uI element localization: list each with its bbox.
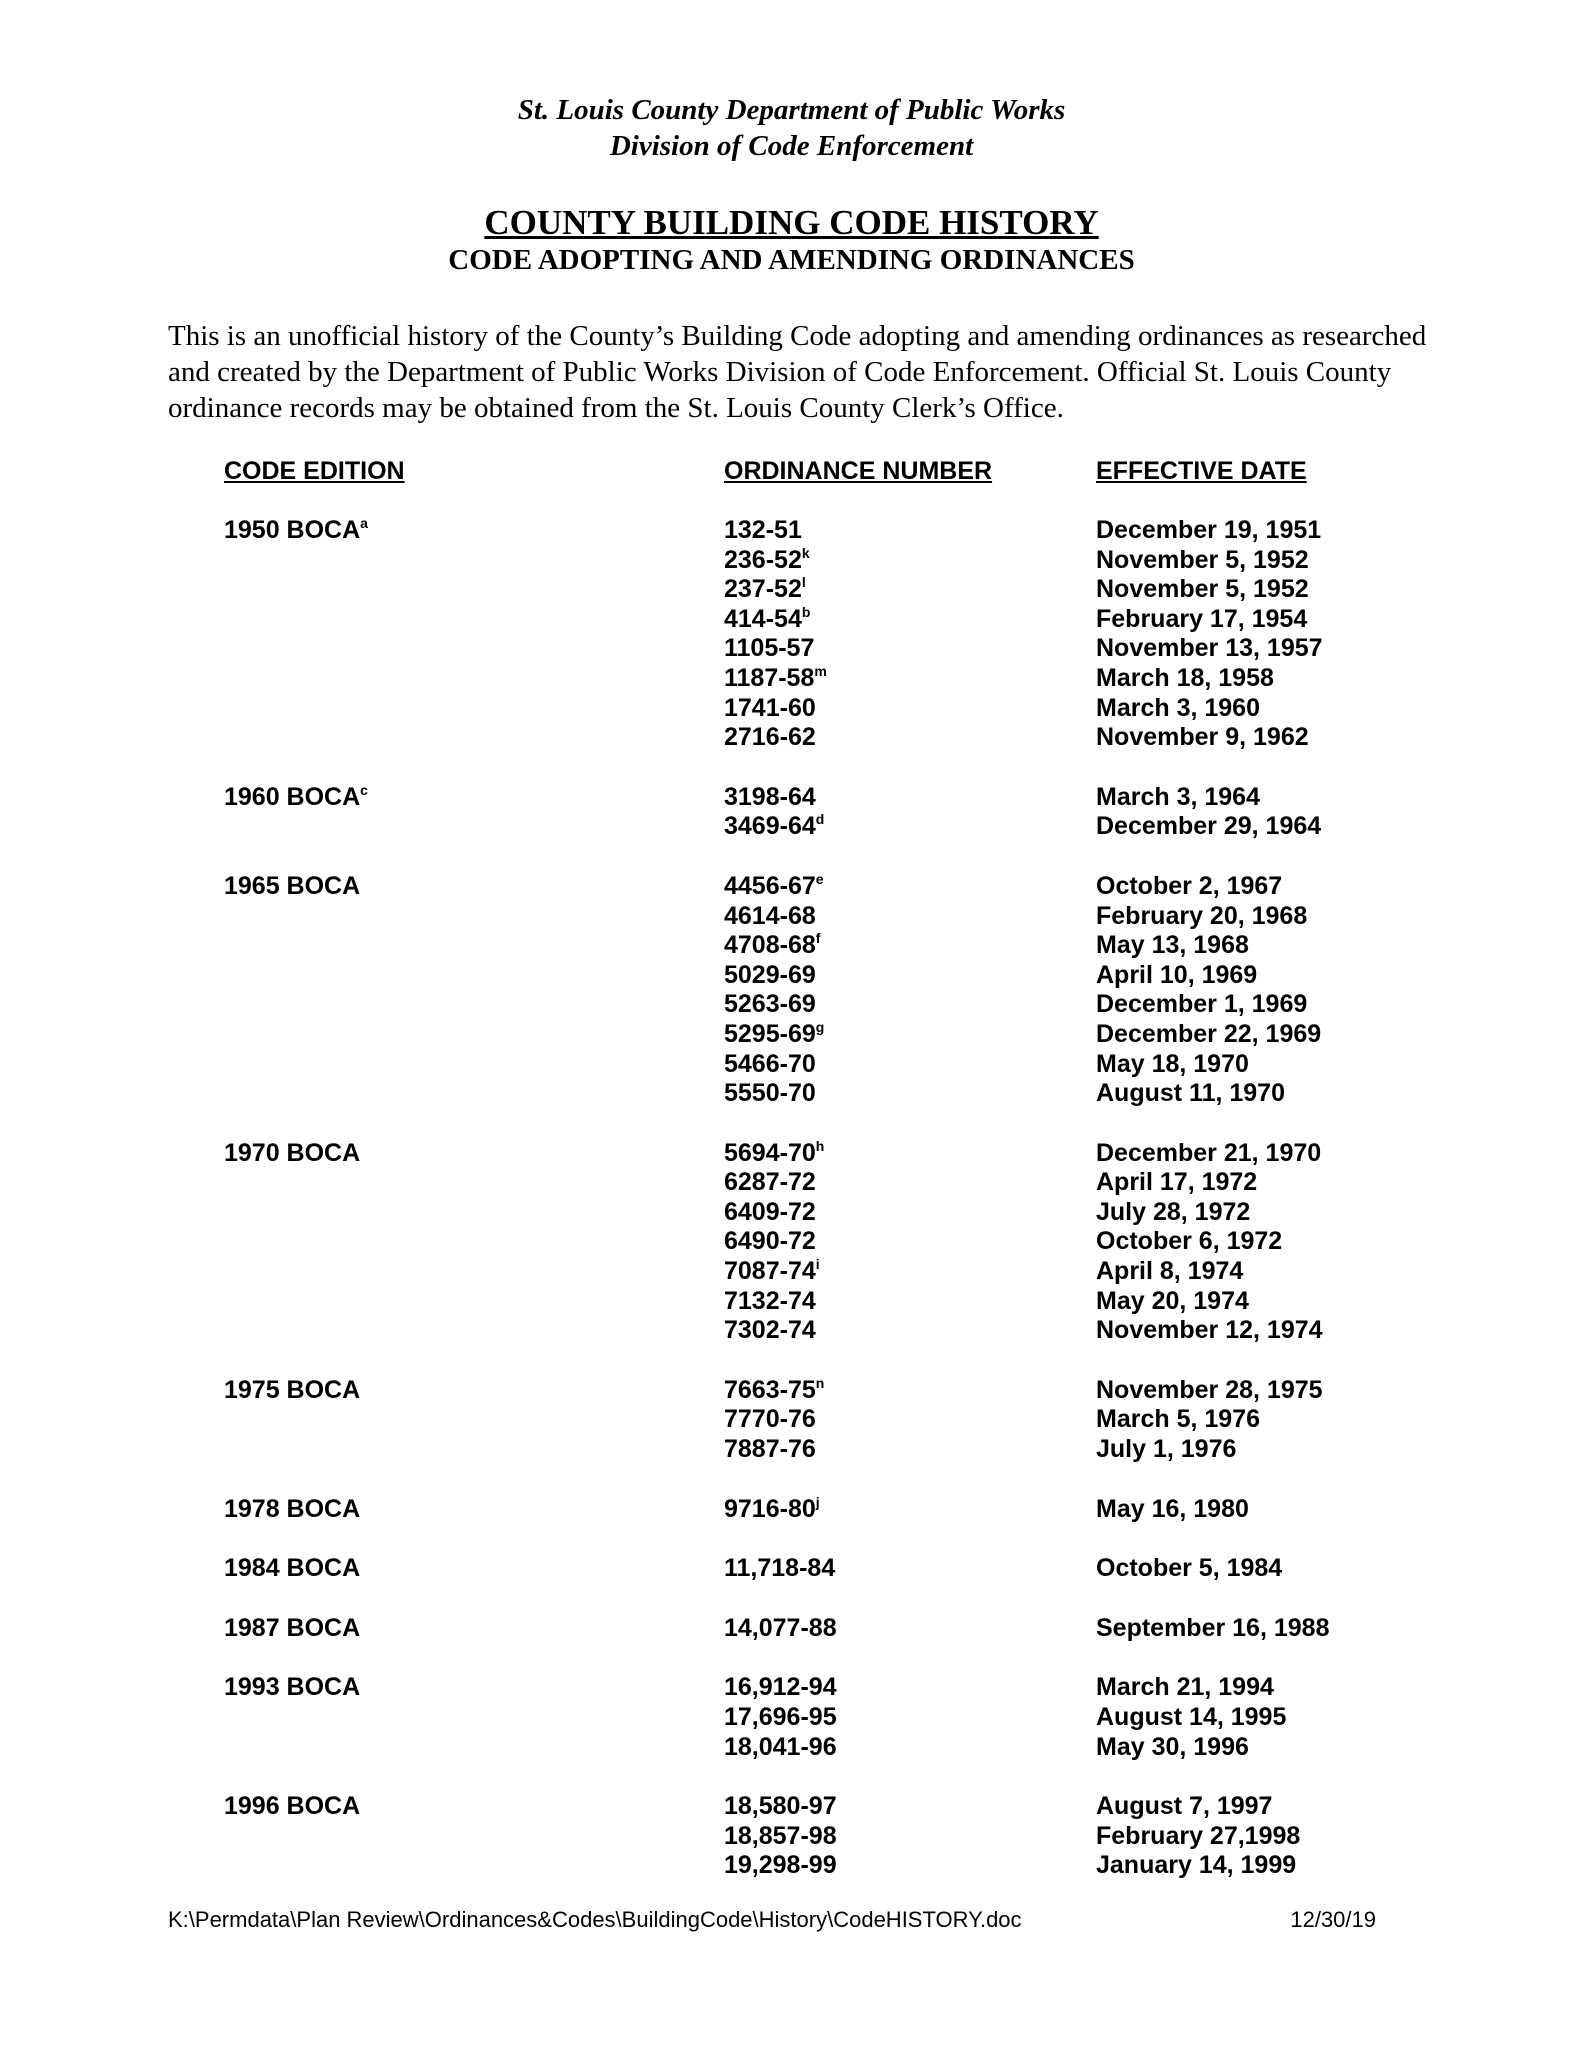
effective-date: August 11, 1970 — [1096, 1079, 1285, 1108]
ordinance-number-label: 4708-68 — [724, 931, 816, 960]
ordinance-number-label: 6490-72 — [724, 1227, 816, 1256]
ordinance-number-label: 7087-74 — [724, 1257, 816, 1286]
ordinance-number — [724, 575, 806, 605]
ordinance-number-label: 7887-76 — [724, 1435, 816, 1464]
ordinance-number-label: 236-52 — [724, 545, 802, 574]
effective-date: January 14, 1999 — [1096, 1851, 1297, 1880]
effective-date: May 20, 1974 — [1096, 1286, 1249, 1315]
code-edition-label: 1984 BOCA — [224, 1554, 361, 1583]
ordinance-number-label: 6409-72 — [724, 1197, 816, 1226]
ordinance-number — [724, 1079, 816, 1109]
table-row — [0, 1822, 1583, 1852]
ordinance-number — [724, 1851, 837, 1881]
ordinance-number — [724, 723, 816, 753]
effective-date: December 21, 1970 — [1096, 1138, 1322, 1167]
code-edition-label: 1978 BOCA — [224, 1494, 361, 1523]
effective-date: May 16, 1980 — [1096, 1494, 1249, 1523]
effective-date: September 16, 1988 — [1096, 1613, 1330, 1642]
ordinance-number-label: 9716-80 — [724, 1494, 816, 1523]
footnote-marker: d — [815, 811, 825, 828]
table-row — [0, 1227, 1583, 1257]
effective-date: November 12, 1974 — [1096, 1316, 1323, 1345]
document-footer — [168, 1906, 1376, 1934]
edition-group — [0, 1376, 1583, 1465]
code-edition-label: 1975 BOCA — [224, 1375, 361, 1404]
ordinance-number — [724, 812, 824, 842]
ordinance-number-label: 237-52 — [724, 575, 802, 604]
effective-date: July 1, 1976 — [1096, 1435, 1237, 1464]
ordinance-number-label: 5550-70 — [724, 1079, 816, 1108]
footnote-marker: l — [801, 574, 806, 591]
ordinance-number-label: 18,041-96 — [724, 1732, 837, 1761]
effective-date: October 6, 1972 — [1096, 1227, 1283, 1256]
file-path: K:\Permdata\Plan Review\Ordinances&Codes\BuildingCode\History\CodeHISTORY.doc — [168, 1907, 1022, 1932]
ordinance-number — [724, 1733, 837, 1763]
effective-date: December 19, 1951 — [1096, 516, 1322, 544]
ordinance-number-label: 4614-68 — [724, 901, 816, 930]
footnote-marker: n — [815, 1374, 825, 1391]
footnote-marker: b — [801, 603, 811, 620]
ordinance-number-label: 7770-76 — [724, 1405, 816, 1434]
code-edition — [224, 1792, 360, 1822]
column-header-ordinance-number: ORDINANCE NUMBER — [724, 457, 993, 485]
footnote-marker: a — [360, 515, 368, 531]
table-row — [0, 575, 1583, 605]
table-row — [0, 1554, 1583, 1584]
ordinance-number-label: 5029-69 — [724, 960, 816, 989]
ordinance-number-label: 5466-70 — [724, 1049, 816, 1078]
effective-date: November 9, 1962 — [1096, 723, 1309, 752]
ordinance-number-label: 6287-72 — [724, 1168, 816, 1197]
code-edition-label: 1987 BOCA — [224, 1613, 361, 1642]
table-row — [0, 783, 1583, 813]
ordinance-number-label: 18,857-98 — [724, 1821, 837, 1850]
ordinance-number-label: 19,298-99 — [724, 1851, 837, 1880]
effective-date: November 13, 1957 — [1096, 634, 1323, 663]
table-row — [0, 516, 1583, 546]
table-row — [0, 1050, 1583, 1080]
ordinance-number-label: 5263-69 — [724, 990, 816, 1019]
ordinance-number-label: 11,718-84 — [724, 1554, 836, 1583]
code-edition-label: 1970 BOCA — [224, 1138, 361, 1167]
code-edition — [224, 1376, 360, 1406]
ordinance-number-label: 1105-57 — [724, 634, 815, 663]
effective-date: March 3, 1964 — [1096, 782, 1260, 811]
ordinance-number-label: 18,580-97 — [724, 1792, 837, 1821]
ordinance-number-label: 14,077-88 — [724, 1613, 837, 1642]
footnote-marker: e — [815, 870, 824, 887]
code-edition-label: 1996 BOCA — [224, 1792, 361, 1821]
table-row — [0, 723, 1583, 753]
ordinance-number — [724, 1495, 820, 1525]
ordinance-table — [0, 456, 1583, 1911]
footnote-marker: c — [360, 781, 368, 798]
ordinance-number — [724, 1435, 816, 1465]
ordinance-number — [724, 1792, 837, 1822]
effective-date: May 30, 1996 — [1096, 1732, 1249, 1761]
ordinance-number-label: 3469-64 — [724, 812, 816, 841]
table-row — [0, 990, 1583, 1020]
effective-date: October 5, 1984 — [1096, 1554, 1283, 1583]
ordinance-number — [724, 1703, 837, 1733]
effective-date: May 13, 1968 — [1096, 931, 1249, 960]
edition-group — [0, 516, 1583, 753]
table-row — [0, 812, 1583, 842]
table-row — [0, 1287, 1583, 1317]
table-row — [0, 931, 1583, 961]
effective-date: August 14, 1995 — [1096, 1703, 1287, 1731]
column-header-code-edition: CODE EDITION — [224, 457, 405, 485]
effective-date: March 21, 1994 — [1096, 1673, 1274, 1702]
code-edition — [224, 872, 360, 902]
ordinance-number-label: 4456-67 — [724, 871, 816, 900]
table-row — [0, 1703, 1583, 1733]
edition-group — [0, 1495, 1583, 1525]
effective-date: August 7, 1997 — [1096, 1792, 1273, 1821]
ordinance-number — [724, 1139, 824, 1169]
ordinance-number — [724, 783, 816, 813]
code-edition — [224, 783, 368, 813]
ordinance-number-label: 17,696-95 — [724, 1703, 837, 1731]
ordinance-number-label: 5295-69 — [724, 1019, 816, 1048]
table-row — [0, 1733, 1583, 1763]
ordinance-number-label: 7132-74 — [724, 1286, 816, 1315]
ordinance-number — [724, 1257, 820, 1287]
effective-date: December 1, 1969 — [1096, 990, 1308, 1019]
effective-date: November 5, 1952 — [1096, 545, 1309, 574]
effective-date: March 18, 1958 — [1096, 663, 1274, 692]
table-row — [0, 694, 1583, 724]
ordinance-number-label: 2716-62 — [724, 723, 816, 752]
effective-date: December 22, 1969 — [1096, 1019, 1322, 1048]
ordinance-number — [724, 1673, 837, 1703]
code-edition-label: 1960 BOCA — [224, 782, 361, 811]
ordinance-number — [724, 605, 810, 635]
ordinance-number — [724, 516, 802, 546]
code-edition — [224, 516, 368, 546]
edition-groups — [0, 516, 1583, 1881]
edition-group — [0, 783, 1583, 842]
table-header — [0, 456, 1583, 486]
code-edition-label: 1993 BOCA — [224, 1673, 361, 1702]
ordinance-number — [724, 1227, 816, 1257]
footnote-marker: g — [815, 1018, 825, 1035]
ordinance-number — [724, 872, 824, 902]
table-row — [0, 1020, 1583, 1050]
ordinance-number — [724, 694, 816, 724]
effective-date: October 2, 1967 — [1096, 871, 1283, 900]
effective-date: February 17, 1954 — [1096, 604, 1308, 633]
ordinance-number — [724, 664, 827, 694]
ordinance-number-label: 132-51 — [724, 516, 802, 544]
effective-date: April 17, 1972 — [1096, 1168, 1258, 1197]
effective-date: February 20, 1968 — [1096, 901, 1308, 930]
table-row — [0, 902, 1583, 932]
ordinance-number — [724, 1050, 816, 1080]
ordinance-number-label: 3198-64 — [724, 782, 816, 811]
footnote-marker: j — [815, 1493, 820, 1510]
ordinance-number — [724, 990, 816, 1020]
ordinance-number-label: 1741-60 — [724, 693, 816, 722]
table-row — [0, 664, 1583, 694]
ordinance-number — [724, 1198, 816, 1228]
footnote-marker: i — [815, 1256, 820, 1273]
ordinance-number — [724, 1405, 816, 1435]
table-row — [0, 1257, 1583, 1287]
code-edition-label: 1950 BOCA — [224, 516, 361, 544]
effective-date: December 29, 1964 — [1096, 812, 1322, 841]
ordinance-number-label: 414-54 — [724, 604, 802, 633]
footnote-marker: f — [815, 930, 821, 947]
table-row — [0, 1405, 1583, 1435]
table-row — [0, 1435, 1583, 1465]
footnote-marker: h — [815, 1137, 825, 1154]
ordinance-number — [724, 931, 820, 961]
table-row — [0, 1079, 1583, 1109]
edition-group — [0, 1792, 1583, 1881]
code-edition — [224, 1139, 360, 1169]
ordinance-number-label: 7663-75 — [724, 1375, 816, 1404]
ordinance-number — [724, 1168, 816, 1198]
column-header-effective-date: EFFECTIVE DATE — [1096, 457, 1307, 485]
ordinance-number — [724, 1316, 816, 1346]
table-row — [0, 1316, 1583, 1346]
footnote-marker: m — [814, 662, 827, 679]
code-edition — [224, 1614, 360, 1644]
footer-date: 12/30/19 — [1290, 1907, 1376, 1932]
effective-date: April 8, 1974 — [1096, 1257, 1244, 1286]
intro-paragraph: This is an unofficial history of the County’s Building Code adopting and amending ordinances as researched and created by the Department of Public Works Division of Code Enforcement. Official St. Louis County ordinance records may be obtained from the St. Louis County Clerk’s Office. — [168, 320, 1427, 424]
table-row — [0, 634, 1583, 664]
ordinance-number — [724, 546, 810, 576]
edition-group — [0, 1554, 1583, 1584]
table-row — [0, 1139, 1583, 1169]
edition-group — [0, 872, 1583, 1109]
table-row — [0, 1376, 1583, 1406]
document-header — [0, 92, 1583, 278]
ordinance-number — [724, 1554, 835, 1584]
code-edition — [224, 1554, 360, 1584]
effective-date: April 10, 1969 — [1096, 960, 1258, 989]
code-edition — [224, 1673, 360, 1703]
ordinance-number-label: 7302-74 — [724, 1316, 816, 1345]
table-row — [0, 1792, 1583, 1822]
division-name: Division of Code Enforcement — [609, 130, 974, 162]
edition-group — [0, 1139, 1583, 1346]
table-row — [0, 1614, 1583, 1644]
ordinance-number-label: 5694-70 — [724, 1138, 816, 1167]
table-row — [0, 1495, 1583, 1525]
effective-date: November 5, 1952 — [1096, 575, 1309, 604]
ordinance-number — [724, 1614, 837, 1644]
ordinance-number — [724, 961, 816, 991]
effective-date: July 28, 1972 — [1096, 1197, 1251, 1226]
table-row — [0, 1198, 1583, 1228]
document-title: COUNTY BUILDING CODE HISTORY — [484, 203, 1099, 242]
ordinance-number — [724, 1020, 824, 1050]
table-row — [0, 605, 1583, 635]
document-subtitle: CODE ADOPTING AND AMENDING ORDINANCES — [448, 244, 1135, 276]
table-row — [0, 872, 1583, 902]
edition-group — [0, 1614, 1583, 1644]
ordinance-number-label: 16,912-94 — [724, 1673, 837, 1702]
ordinance-number — [724, 1822, 837, 1852]
table-row — [0, 1673, 1583, 1703]
ordinance-number — [724, 1287, 816, 1317]
table-row — [0, 546, 1583, 576]
code-edition-label: 1965 BOCA — [224, 871, 361, 900]
table-row — [0, 1168, 1583, 1198]
edition-group — [0, 1673, 1583, 1762]
effective-date: March 5, 1976 — [1096, 1405, 1260, 1434]
ordinance-number-label: 1187-58 — [724, 663, 815, 692]
effective-date: May 18, 1970 — [1096, 1049, 1249, 1078]
effective-date: March 3, 1960 — [1096, 693, 1260, 722]
ordinance-number — [724, 1376, 824, 1406]
table-row — [0, 1851, 1583, 1881]
department-name: St. Louis County Department of Public Works — [517, 94, 1066, 126]
effective-date: February 27,1998 — [1096, 1821, 1301, 1850]
ordinance-number — [724, 902, 816, 932]
table-row — [0, 961, 1583, 991]
ordinance-number — [724, 634, 814, 664]
code-edition — [224, 1495, 360, 1525]
effective-date: November 28, 1975 — [1096, 1375, 1323, 1404]
footnote-marker: k — [801, 544, 810, 561]
